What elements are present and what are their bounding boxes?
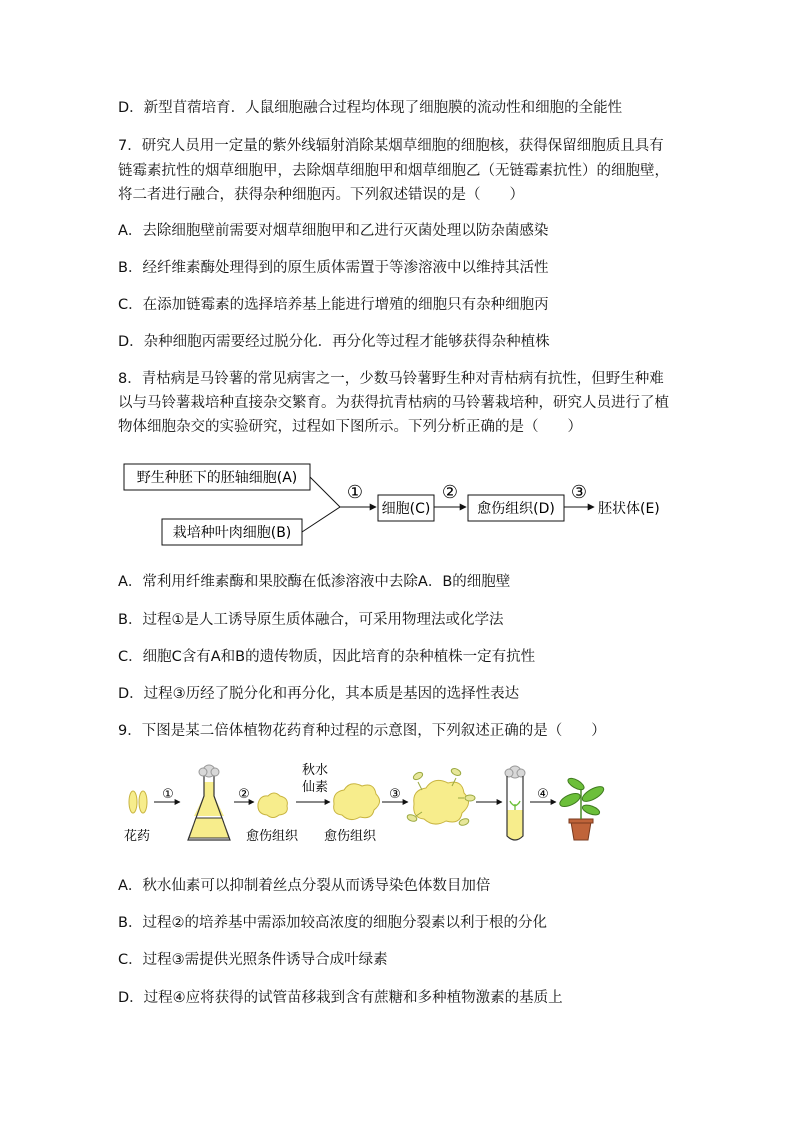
q7-option-d: D．杂种细胞丙需要经过脱分化．再分化等过程才能够获得杂种植株 (118, 334, 550, 350)
q9-step-4: ④ (537, 787, 549, 802)
q8-stem-line-2: 以与马铃薯栽培种直接杂交繁育。为获得抗青枯病的马铃薯栽培种，研究人员进行了植 (118, 395, 669, 411)
q9-label-anther: 花药 (124, 829, 151, 844)
q8-box-c-label: 细胞(C) (381, 501, 431, 517)
q8-step-2: ② (441, 482, 459, 503)
q9-stem: 9．下图是某二倍体植物花药育种过程的示意图，下列叙述正确的是（ ） (118, 723, 606, 739)
q8-step-3: ③ (570, 482, 588, 503)
q7-option-b: B．经纤维素酶处理得到的原生质体需置于等渗溶液中以维持其活性 (118, 260, 549, 276)
q7-stem-line-3: 将二者进行融合，获得杂种细胞丙。下列叙述错误的是（ ） (118, 187, 524, 203)
q8-end-e: 胚状体(E) (598, 501, 660, 517)
q9-colchicine-line-1: 秋水 (302, 763, 329, 778)
q8-option-a: A．常利用纤维素酶和果胶酶在低渗溶液中去除A．B的细胞壁 (118, 574, 511, 590)
q9-step-1: ① (162, 787, 174, 802)
callus-icon (258, 793, 287, 818)
q8-box-b-label: 栽培种叶肉细胞(B) (172, 525, 292, 541)
q7-option-c: C．在添加链霉素的选择培养基上能进行增殖的细胞只有杂种细胞丙 (118, 297, 549, 313)
callus-with-shoots-icon (406, 767, 475, 826)
anther-icon (129, 791, 137, 813)
q9-step-3: ③ (389, 787, 401, 802)
q8-option-b: B．过程①是人工诱导原生质体融合，可采用物理法或化学法 (118, 612, 504, 628)
q7-stem-line-2: 链霉素抗性的烟草细胞甲，去除烟草细胞甲和烟草细胞乙（无链霉素抗性）的细胞壁， (118, 163, 669, 179)
potted-plant-icon (558, 776, 606, 840)
callus-icon (334, 784, 380, 820)
q9-label-callus-2: 愈伤组织 (324, 829, 377, 844)
q8-stem-line-1: 8．青枯病是马铃薯的常见病害之一，少数马铃薯野生种对青枯病有抗性，但野生种难 (118, 371, 664, 387)
culture-flask-icon (188, 765, 230, 840)
q8-stem-line-3: 物体细胞杂交的实验研究，过程如下图所示。下列分析正确的是（ ） (118, 419, 582, 435)
q7-stem-line-1: 7．研究人员用一定量的紫外线辐射消除某烟草细胞的细胞核，获得保留细胞质且具有 (118, 138, 664, 154)
q8-branch-a (310, 477, 340, 507)
q9-process-diagram (118, 760, 618, 848)
q6-option-d: D．新型苜蓿培育．人鼠细胞融合过程均体现了细胞膜的流动性和细胞的全能性 (118, 100, 623, 116)
q8-branch-b (302, 507, 340, 532)
q8-option-d: D．过程③历经了脱分化和再分化，其本质是基因的选择性表达 (118, 686, 520, 702)
q9-colchicine-line-2: 仙素 (302, 780, 329, 795)
anther-icon (139, 791, 147, 813)
test-tube-icon (505, 766, 525, 840)
q8-step-1: ① (346, 482, 364, 503)
q8-box-d-label: 愈伤组织(D) (477, 501, 555, 517)
q9-step-2: ② (238, 787, 250, 802)
q8-box-a-label: 野生种胚下的胚轴细胞(A) (136, 470, 298, 486)
q8-option-c: C．细胞C含有A和B的遗传物质，因此培育的杂种植株一定有抗性 (118, 649, 536, 665)
q9-label-callus-1: 愈伤组织 (246, 829, 299, 844)
q9-option-a: A．秋水仙素可以抑制着丝点分裂从而诱导染色体数目加倍 (118, 878, 491, 894)
q8-flow-diagram (118, 458, 678, 550)
q7-option-a: A．去除细胞壁前需要对烟草细胞甲和乙进行灭菌处理以防杂菌感染 (118, 223, 549, 239)
q9-option-c: C．过程③需提供光照条件诱导合成叶绿素 (118, 952, 388, 968)
q9-option-b: B．过程②的培养基中需添加较高浓度的细胞分裂素以利于根的分化 (118, 915, 547, 931)
q9-option-d: D．过程④应将获得的试管苗移栽到含有蔗糖和多种植物激素的基质上 (118, 990, 563, 1006)
